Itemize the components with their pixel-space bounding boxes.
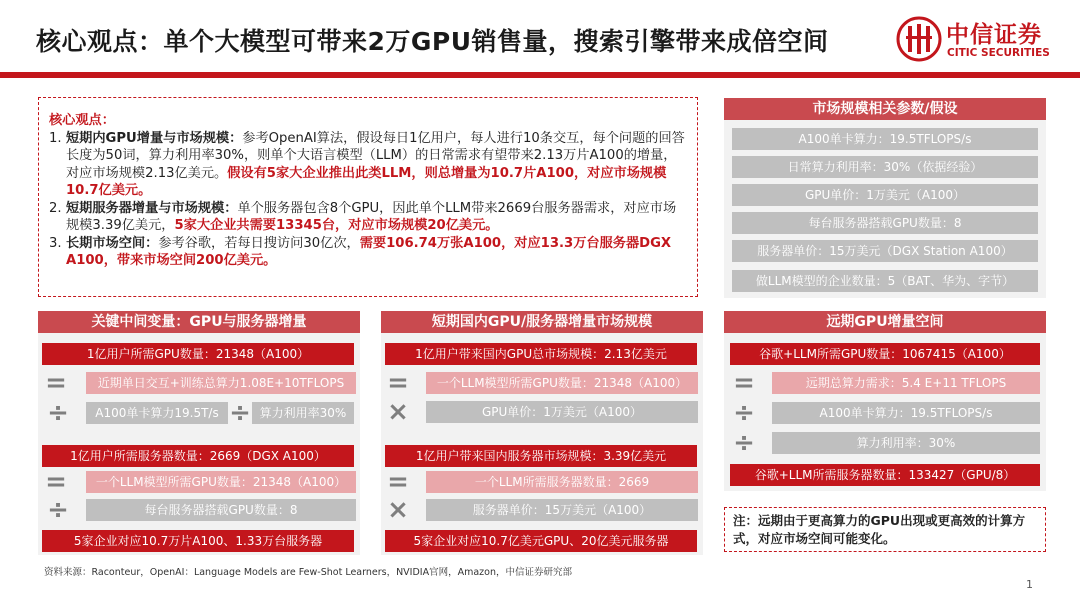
citic-logo-icon (896, 16, 942, 62)
col1-utilization: 算力利用率30% (252, 402, 354, 424)
core-point-highlight: 5家大企业共需要13345台，对应市场规模20亿美元。 (174, 218, 499, 233)
core-point-text: 参考谷歌，若每日搜访问30亿次， (158, 235, 360, 251)
core-point-highlight: 需要106.74万张A100，对应13.3万台服务器DGX A100，带来市场空间200亿美元。 (66, 235, 672, 268)
equals-icon: = (387, 467, 409, 497)
core-point-3 (49, 235, 687, 270)
col2-summary: 5家企业对应10.7亿美元GPU、20亿美元服务器 (385, 530, 697, 552)
col1-per-server: 每台服务器搭载GPU数量：8 (86, 499, 356, 521)
param-item: 日常算力利用率：30%（依据经验） (732, 156, 1038, 178)
core-point-highlight: 假设有5家大企业推出此类LLM，则总增量为10.7片A100，对应市场规模10.7亿美元。 (66, 165, 667, 198)
core-point-heading: 长期市场空间： (66, 235, 159, 251)
col2-server-market: 1亿用户带来国内服务器市场规模：3.39亿美元 (385, 445, 697, 467)
core-point-2 (49, 200, 687, 235)
divide-icon: ÷ (229, 398, 251, 428)
core-heading: 核心观点： (49, 113, 115, 128)
equals-icon: = (733, 368, 755, 398)
params-title: 市场规模相关参数/假设 (724, 98, 1046, 120)
footnote-box: 注：远期由于更高算力的GPU出现或更高效的计算方式，对应市场空间可能变化。 (724, 507, 1046, 552)
page-number: 1 (1026, 578, 1033, 591)
col2-gpu-price: GPU单价：1万美元（A100） (426, 401, 698, 423)
col1-gpu-need: 一个LLM模型所需GPU数量：21348（A100） (86, 471, 356, 493)
core-point-number: 2. (49, 200, 62, 216)
equals-icon: = (387, 368, 409, 398)
col2-title: 短期国内GPU/服务器增量市场规模 (381, 311, 703, 333)
col3-gpu-result: 谷歌+LLM所需GPU数量：1067415（A100） (730, 343, 1040, 365)
core-point-text: 参考OpenAI算法，假设每日1亿用户，每人进行10条交互，每个问题的回答长度为50词，算力利用率30%，则单个大语言模型（LLM）的日常需求有望带来2.13万片A100的增量，对应市场规模2.13亿美元。 (66, 130, 685, 181)
page-title: 核心观点：单个大模型可带来2万GPU销售量，搜索引擎带来成倍空间 (36, 27, 829, 56)
core-point-heading: 短期内GPU增量与市场规模： (66, 130, 243, 146)
param-item: GPU单价：1万美元（A100） (732, 184, 1038, 206)
divide-icon: ÷ (733, 428, 755, 458)
header (0, 0, 1080, 78)
equals-icon: = (45, 467, 67, 497)
col1-compute: 近期单日交互+训练总算力1.08E+10TFLOPS (86, 372, 356, 394)
multiply-icon: × (387, 495, 409, 525)
param-item: A100单卡算力：19.5TFLOPS/s (732, 128, 1038, 150)
col1-title: 关键中间变量：GPU与服务器增量 (38, 311, 360, 333)
param-item: 每台服务器搭载GPU数量：8 (732, 212, 1038, 234)
divide-icon: ÷ (47, 495, 69, 525)
core-point-heading: 短期服务器增量与市场规模： (66, 200, 238, 216)
core-view-box (38, 97, 698, 297)
logo-text-en: CITIC SECURITIES (947, 47, 1050, 59)
divide-icon: ÷ (47, 398, 69, 428)
col3-compute: 远期总算力需求：5.4 E+11 TFLOPS (772, 372, 1040, 394)
col3-server-result: 谷歌+LLM所需服务器数量：133427（GPU/8） (730, 464, 1040, 486)
multiply-icon: × (387, 397, 409, 427)
param-item: 服务器单价：15万美元（DGX Station A100） (732, 240, 1038, 262)
core-point-text: 单个服务器包含8个GPU，因此单个LLM带来2669台服务器需求，对应市场规模3.39亿美元， (66, 200, 677, 233)
param-item: 做LLM模型的企业数量：5（BAT、华为、字节） (732, 270, 1038, 292)
col2-server-price: 服务器单价：15万美元（A100） (426, 499, 698, 521)
col3-utilization: 算力利用率：30% (772, 432, 1040, 454)
citic-logo (896, 14, 1066, 64)
col1-server-result: 1亿用户所需服务器数量：2669（DGX A100） (42, 445, 354, 467)
col2-gpu-market: 1亿用户带来国内GPU总市场规模：2.13亿美元 (385, 343, 697, 365)
col2-server-need: 一个LLM所需服务器数量：2669 (426, 471, 698, 493)
core-point-number: 3. (49, 235, 62, 251)
source-text: 资料来源：Raconteur，OpenAI：Language Models are Few-Shot Learners，NVIDIA官网，Amazon，中信证券研究部 (44, 567, 572, 578)
core-point-1 (49, 130, 687, 200)
col3-card-power: A100单卡算力：19.5TFLOPS/s (772, 402, 1040, 424)
equals-icon: = (45, 368, 67, 398)
col1-summary: 5家企业对应10.7万片A100、1.33万台服务器 (42, 530, 354, 552)
col1-card-power: A100单卡算力19.5T/s (86, 402, 228, 424)
col1-gpu-result: 1亿用户所需GPU数量：21348（A100） (42, 343, 354, 365)
col2-gpu-need: 一个LLM模型所需GPU数量：21348（A100） (426, 372, 698, 394)
logo-text-cn: 中信证券 (946, 22, 1042, 48)
core-point-number: 1. (49, 130, 62, 146)
col3-title: 远期GPU增量空间 (724, 311, 1046, 333)
divide-icon: ÷ (733, 398, 755, 428)
